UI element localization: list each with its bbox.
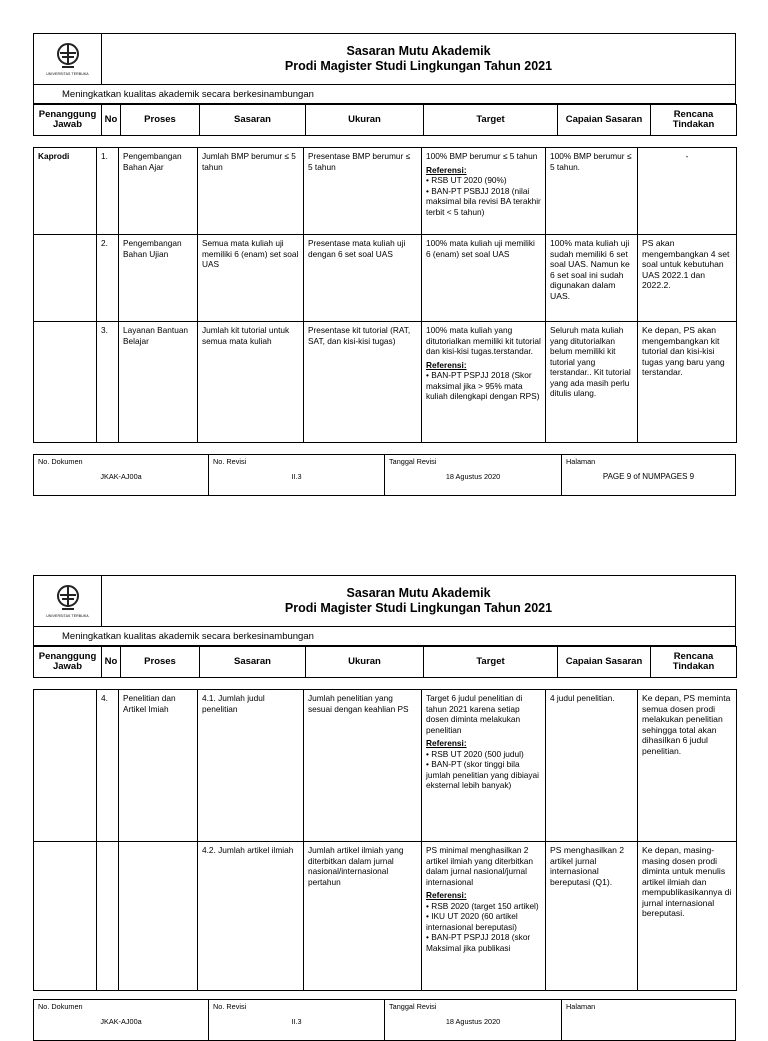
col-ukuran: Ukuran bbox=[306, 647, 424, 678]
table-row bbox=[34, 322, 737, 443]
referensi-item: • BAN-PT PSPJJ 2018 (skor Maksimal jika publikasi bbox=[426, 932, 531, 953]
pj-cell bbox=[34, 690, 97, 842]
no-cell: 2. bbox=[97, 235, 119, 322]
no-cell: 3. bbox=[97, 322, 119, 443]
footer-value: 18 Agustus 2020 bbox=[445, 1017, 501, 1026]
target-text: PS minimal menghasilkan 2 artikel ilmiah yang diterbitkan dalam jurnal nasional/jurnal internasional bbox=[426, 845, 533, 887]
goal-text: Meningkatkan kualitas akademik secara berkesinambungan bbox=[34, 627, 736, 646]
footer-value: JKAK-AJ00a bbox=[100, 472, 142, 481]
objectives-table bbox=[33, 689, 737, 991]
col-rencana: Rencana Tindakan bbox=[651, 647, 737, 678]
footer-value: JKAK-AJ00a bbox=[100, 1017, 142, 1026]
footer-label: Halaman bbox=[566, 457, 596, 466]
col-capaian: Capaian Sasaran bbox=[558, 105, 651, 136]
footer-no-dokumen bbox=[34, 455, 209, 496]
footer-halaman bbox=[562, 1000, 736, 1041]
target-text: Target 6 judul penelitian di tahun 2021 karena setiap dosen diminta melakukan penelitian bbox=[426, 693, 523, 735]
col-sasaran: Sasaran bbox=[200, 105, 306, 136]
footer-value: 18 Agustus 2020 bbox=[445, 472, 501, 481]
logo-text: UNIVERSITAS TERBUKA bbox=[46, 613, 89, 618]
proses-cell: Layanan Bantuan Belajar bbox=[119, 322, 198, 443]
column-header-table bbox=[33, 646, 737, 678]
footer-label: No. Dokumen bbox=[38, 457, 83, 466]
document-page-1 bbox=[33, 33, 736, 496]
referensi-item: • RSB UT 2020 (500 judul) bbox=[426, 748, 524, 759]
ukuran-cell: Jumlah penelitian yang sesuai dengan keahlian PS bbox=[304, 690, 422, 842]
referensi-label: Referensi: bbox=[426, 890, 467, 900]
footer-halaman bbox=[562, 455, 736, 496]
rencana-cell: - bbox=[638, 148, 737, 235]
footer-value: II.3 bbox=[291, 472, 302, 481]
university-logo-icon bbox=[55, 585, 81, 613]
referensi-item: • BAN-PT PSBJJ 2018 (nilai maksimal bila revisi BA terakhir terbit < 5 tahun) bbox=[426, 185, 541, 217]
target-cell bbox=[422, 842, 546, 991]
title-line-2: Prodi Magister Studi Lingkungan Tahun 2021 bbox=[284, 59, 553, 73]
referensi-label: Referensi: bbox=[426, 738, 467, 748]
referensi-item: • IKU UT 2020 (60 artikel internasional bereputasi) bbox=[426, 911, 518, 932]
proses-cell: Penelitian dan Artikel Imiah bbox=[119, 690, 198, 842]
target-cell bbox=[422, 322, 546, 443]
sasaran-cell: Semua mata kuliah uji memiliki 6 (enam) set soal UAS bbox=[198, 235, 304, 322]
pj-cell bbox=[34, 842, 97, 991]
col-proses: Proses bbox=[121, 105, 200, 136]
col-penanggung-jawab: Penanggung Jawab bbox=[34, 105, 102, 136]
page-title bbox=[102, 576, 736, 627]
sasaran-cell: Jumlah kit tutorial untuk semua mata kuliah bbox=[198, 322, 304, 443]
title-line-1: Sasaran Mutu Akademik bbox=[346, 586, 491, 600]
referensi-item: • BAN-PT PSPJJ 2018 (Skor maksimal jika > 95% mata kuliah dilengkapi dengan RPS) bbox=[426, 370, 540, 401]
capaian-cell: 4 judul penelitian. bbox=[546, 690, 638, 842]
proses-cell: Pengembangan Bahan Ajar bbox=[119, 148, 198, 235]
col-sasaran: Sasaran bbox=[200, 647, 306, 678]
rencana-cell: PS akan mengembangkan 4 set soal untuk kebutuhan UAS 2022.1 dan 2022.2. bbox=[638, 235, 737, 322]
target-cell bbox=[422, 235, 546, 322]
no-cell: 1. bbox=[97, 148, 119, 235]
footer-label: Halaman bbox=[566, 1002, 596, 1011]
logo-cell bbox=[34, 34, 102, 85]
sasaran-cell: 4.2. Jumlah artikel ilmiah bbox=[198, 842, 304, 991]
col-capaian: Capaian Sasaran bbox=[558, 647, 651, 678]
document-page-2 bbox=[33, 575, 736, 1041]
ukuran-cell: Presentase mata kuliah uji dengan 6 set soal UAS bbox=[304, 235, 422, 322]
proses-cell: Pengembangan Bahan Ujian bbox=[119, 235, 198, 322]
target-cell bbox=[422, 690, 546, 842]
rencana-cell: Ke depan, PS meminta semua dosen prodi melakukan penelitian sehingga total akan dihasilkan 6 judul penelitian. bbox=[638, 690, 737, 842]
table-row bbox=[34, 235, 737, 322]
sasaran-cell: 4.1. Jumlah judul penelitian bbox=[198, 690, 304, 842]
footer-page-field: PAGE 9 of NUMPAGES 9 bbox=[602, 472, 695, 481]
pj-cell bbox=[34, 322, 97, 443]
col-target: Target bbox=[424, 647, 558, 678]
capaian-cell: 100% mata kuliah uji sudah memiliki 6 set soal UAS. Namun ke 6 set soal ini sudah digunakan dalam UAS. bbox=[546, 235, 638, 322]
target-cell bbox=[422, 148, 546, 235]
logo-text: UNIVERSITAS TERBUKA bbox=[46, 71, 89, 76]
ukuran-cell: Jumlah artikel ilmiah yang diterbitkan dalam jurnal nasional/internasional pertahun bbox=[304, 842, 422, 991]
footer-tanggal-revisi bbox=[385, 1000, 562, 1041]
sasaran-cell: Jumlah BMP berumur ≤ 5 tahun bbox=[198, 148, 304, 235]
capaian-cell: PS menghasilkan 2 artikel jurnal internasional bereputasi (Q1). bbox=[546, 842, 638, 991]
footer-label: No. Revisi bbox=[213, 457, 247, 466]
footer-label: No. Revisi bbox=[213, 1002, 247, 1011]
table-row bbox=[34, 842, 737, 991]
footer-no-revisi bbox=[209, 455, 385, 496]
proses-cell bbox=[119, 842, 198, 991]
col-proses: Proses bbox=[121, 647, 200, 678]
target-text: 100% mata kuliah yang ditutorialkan memiliki kit tutorial dan kisi-kisi tugas.terstandar. bbox=[426, 325, 541, 356]
footer-no-dokumen bbox=[34, 1000, 209, 1041]
rencana-cell: Ke depan, PS akan mengembangkan kit tutorial dan kisi-kisi tugas yang baru yang terstandar. bbox=[638, 322, 737, 443]
document-footer bbox=[33, 454, 736, 496]
logo-cell bbox=[34, 576, 102, 627]
objectives-table bbox=[33, 147, 737, 443]
pj-cell bbox=[34, 235, 97, 322]
footer-label: No. Dokumen bbox=[38, 1002, 83, 1011]
header-table bbox=[33, 575, 736, 646]
referensi-item: • RSB 2020 (target 150 artikel) bbox=[426, 900, 539, 911]
referensi-item: • BAN-PT (skor tinggi bila jumlah penelitian yang dibiayai eksternal lebih banyak) bbox=[426, 759, 540, 790]
referensi-item: • RSB UT 2020 (90%) bbox=[426, 175, 507, 185]
table-row bbox=[34, 148, 737, 235]
target-text: 100% mata kuliah uji memiliki 6 (enam) set soal UAS bbox=[426, 238, 535, 259]
pj-cell: Kaprodi bbox=[34, 148, 97, 235]
university-logo-icon bbox=[55, 43, 81, 71]
column-header-table bbox=[33, 104, 737, 136]
col-no: No bbox=[102, 647, 121, 678]
title-line-2: Prodi Magister Studi Lingkungan Tahun 2021 bbox=[284, 601, 553, 615]
rencana-cell: Ke depan, masing-masing dosen prodi diminta untuk menulis artikel ilmiah dan mempublikasikannya di jurnal internasional bereputasi. bbox=[638, 842, 737, 991]
footer-label: Tanggal Revisi bbox=[389, 457, 437, 466]
table-row bbox=[34, 690, 737, 842]
footer-value: II.3 bbox=[291, 1017, 302, 1026]
capaian-cell: 100% BMP berumur ≤ 5 tahun. bbox=[546, 148, 638, 235]
col-target: Target bbox=[424, 105, 558, 136]
referensi-label: Referensi: bbox=[426, 359, 467, 370]
col-penanggung-jawab: Penanggung Jawab bbox=[34, 647, 102, 678]
page-title bbox=[102, 34, 736, 85]
col-rencana: Rencana Tindakan bbox=[651, 105, 737, 136]
footer-no-revisi bbox=[209, 1000, 385, 1041]
target-text: 100% BMP berumur ≤ 5 tahun bbox=[426, 151, 538, 161]
ukuran-cell: Presentase kit tutorial (RAT, SAT, dan kisi-kisi tugas) bbox=[304, 322, 422, 443]
ukuran-cell: Presentase BMP berumur ≤ 5 tahun bbox=[304, 148, 422, 235]
header-table bbox=[33, 33, 736, 104]
no-cell bbox=[97, 842, 119, 991]
capaian-cell: Seluruh mata kuliah yang ditutorialkan belum memiliki kit tutorial yang terstandar.. Kit tutorial yang ada masih perlu ditulis ulang. bbox=[546, 322, 638, 443]
no-cell: 4. bbox=[97, 690, 119, 842]
footer-tanggal-revisi bbox=[385, 455, 562, 496]
title-line-1: Sasaran Mutu Akademik bbox=[346, 44, 491, 58]
goal-text: Meningkatkan kualitas akademik secara berkesinambungan bbox=[34, 85, 736, 104]
footer-label: Tanggal Revisi bbox=[389, 1002, 437, 1011]
col-ukuran: Ukuran bbox=[306, 105, 424, 136]
document-footer bbox=[33, 999, 736, 1041]
referensi-label: Referensi: bbox=[426, 164, 467, 175]
col-no: No bbox=[102, 105, 121, 136]
